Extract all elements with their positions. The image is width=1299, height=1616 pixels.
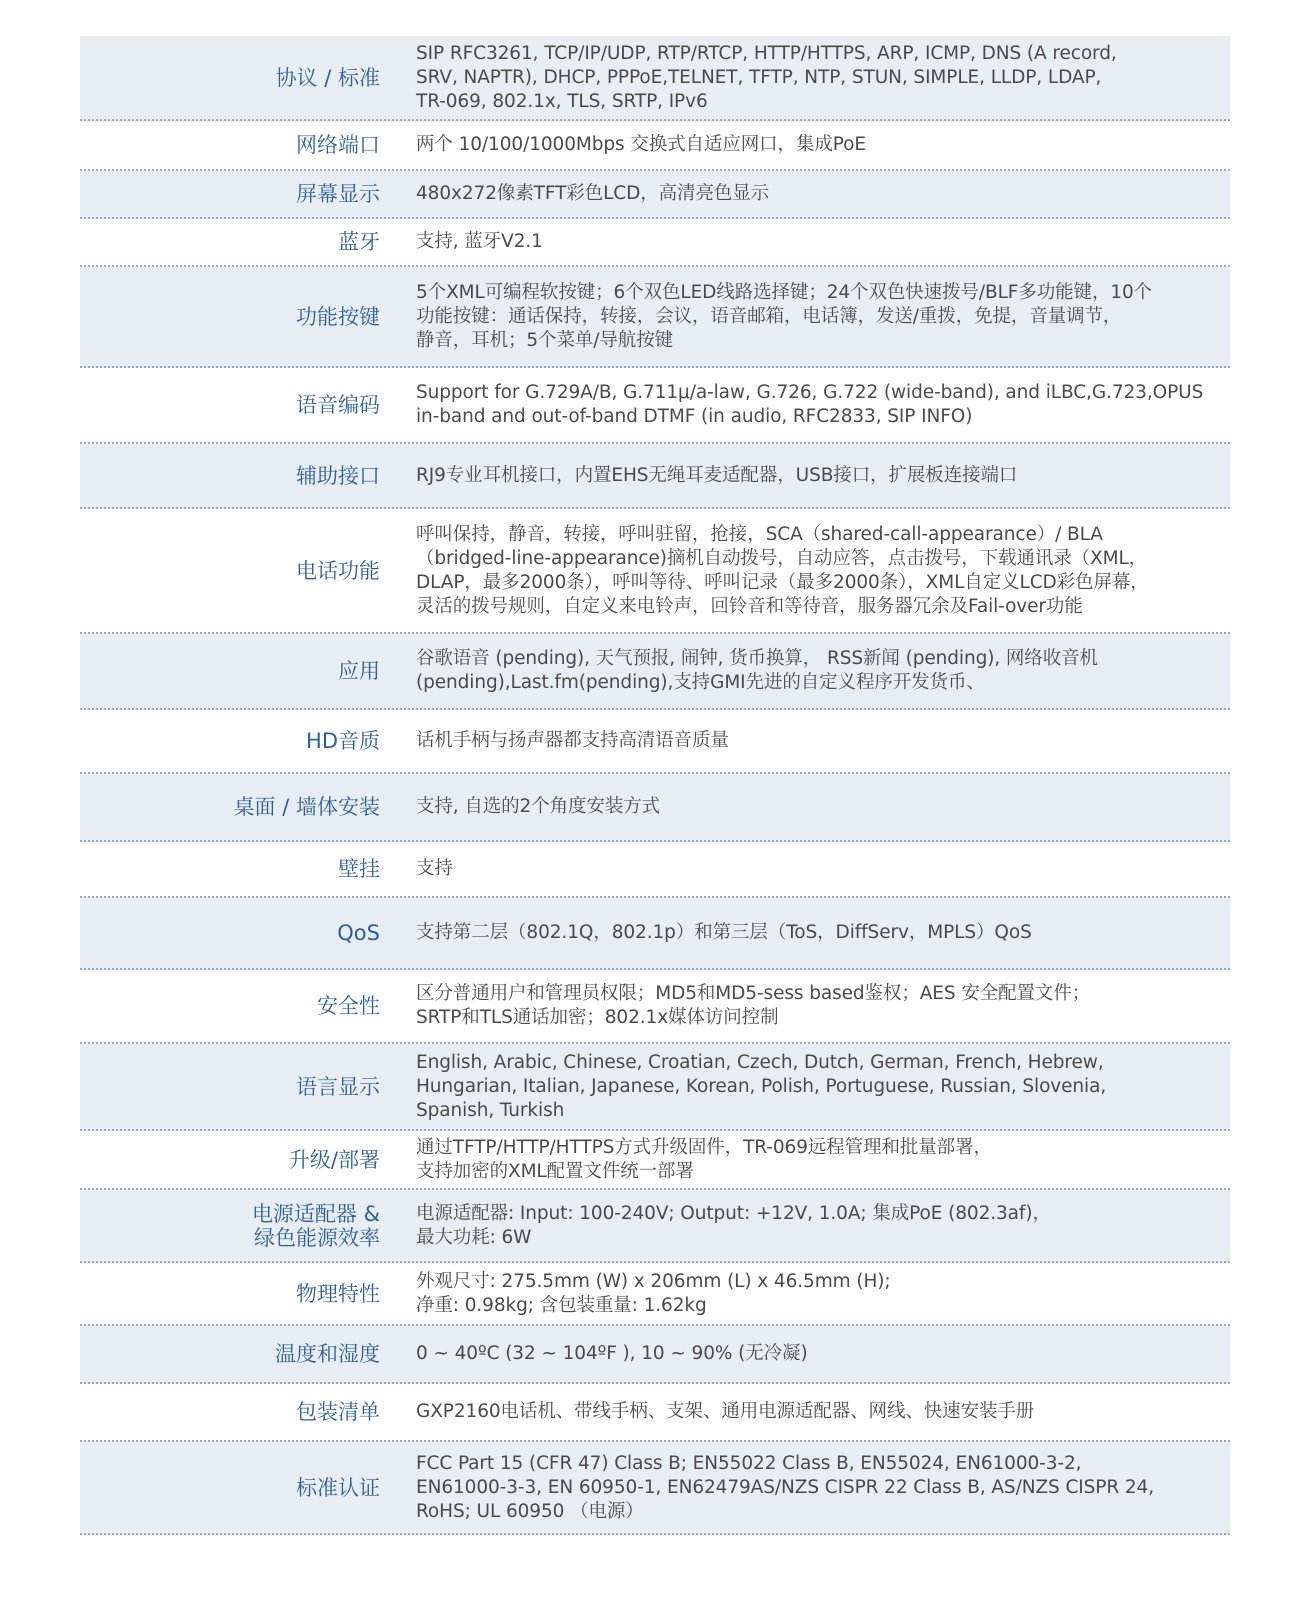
spec-row bbox=[80, 970, 1230, 1044]
spec-value-line: 功能按键：通话保持，转接，会议，语音邮箱，电话簿，发送/重拨，免提，音量调节， bbox=[416, 305, 1122, 327]
spec-value-line: 5个XML可编程软按键；6个双色LED线路选择键；24个双色快速拨号/BLF多功能键，10个 bbox=[416, 281, 1153, 303]
spec-value-line: 支持 bbox=[416, 858, 453, 879]
spec-label: 蓝牙 bbox=[338, 230, 380, 254]
spec-value bbox=[380, 857, 1230, 881]
spec-value-line: 480x272像素TFT彩色LCD，高清亮色显示 bbox=[416, 183, 770, 204]
spec-row bbox=[80, 1384, 1230, 1442]
spec-value-line: SIP RFC3261, TCP/IP/UDP, RTP/RTCP, HTTP/HTTPS, ARP, ICMP, DNS (A record, bbox=[416, 42, 1117, 64]
spec-label: 桌面 / 墙体安装 bbox=[233, 795, 380, 819]
spec-row bbox=[80, 444, 1230, 509]
spec-value bbox=[380, 1452, 1230, 1524]
spec-label: 电源适配器 & 绿色能源效率 bbox=[251, 1201, 380, 1250]
spec-label: 协议 / 标准 bbox=[275, 65, 380, 90]
spec-value bbox=[380, 795, 1230, 819]
spec-row bbox=[80, 267, 1230, 368]
spec-value-line: （bridged-line-appearance)摘机自动拨号，自动应答，点击拨号，下载通讯录（XML， bbox=[416, 547, 1148, 569]
spec-value bbox=[380, 182, 1230, 206]
spec-row bbox=[80, 121, 1230, 171]
spec-value bbox=[380, 1400, 1230, 1424]
spec-value bbox=[380, 729, 1230, 753]
spec-value-line: 0 ~ 40ºC (32 ~ 104ºF ), 10 ~ 90% (无冷凝) bbox=[416, 1343, 808, 1364]
spec-value-line: Spanish, Turkish bbox=[416, 1099, 565, 1121]
spec-value-line: 静音，耳机；5个菜单/导航按键 bbox=[416, 329, 674, 351]
spec-value-line: 支持, 蓝牙V2.1 bbox=[416, 231, 543, 252]
spec-label: 安全性 bbox=[317, 994, 380, 1018]
spec-value bbox=[380, 464, 1230, 488]
spec-row bbox=[80, 1442, 1230, 1535]
spec-value-line: GXP2160电话机、带线手柄、支架、通用电源适配器、网线、快速安装手册 bbox=[416, 1401, 1035, 1422]
spec-label: 功能按键 bbox=[296, 304, 380, 329]
spec-value bbox=[380, 42, 1230, 114]
spec-value bbox=[380, 133, 1230, 157]
spec-value-line: Hungarian, Italian, Japanese, Korean, Polish, Portuguese, Russian, Slovenia, bbox=[416, 1075, 1107, 1097]
spec-row bbox=[80, 1263, 1230, 1326]
spec-row bbox=[80, 1044, 1230, 1131]
spec-value-line: RJ9专业耳机接口，内置EHS无绳耳麦适配器，USB接口，扩展板连接端口 bbox=[416, 464, 1018, 486]
spec-value-line: in-band and out-of-band DTMF (in audio, RFC2833, SIP INFO) bbox=[416, 406, 973, 427]
spec-value bbox=[380, 921, 1230, 945]
spec-label: 应用 bbox=[338, 659, 380, 683]
spec-row bbox=[80, 171, 1230, 219]
spec-table bbox=[80, 36, 1230, 1535]
spec-label: 辅助接口 bbox=[296, 463, 380, 488]
spec-row bbox=[80, 1131, 1230, 1190]
spec-value-line: 支持, 自选的2个角度安装方式 bbox=[416, 796, 661, 817]
spec-row bbox=[80, 710, 1230, 774]
spec-label: 网络端口 bbox=[296, 133, 380, 157]
spec-label: 标准认证 bbox=[296, 1475, 380, 1500]
spec-value-line: TR-069, 802.1x, TLS, SRTP, IPv6 bbox=[416, 90, 708, 112]
spec-value-line: 谷歌语音 (pending), 天气预报, 闹钟, 货币换算， RSS新闻 (pending), 网络收音机 bbox=[416, 648, 1098, 669]
spec-value-line: 呼叫保持，静音，转接，呼叫驻留，抢接，SCA（shared-call-appearance）/ BLA bbox=[416, 523, 1103, 545]
spec-row bbox=[80, 634, 1230, 710]
spec-label: 升级/部署 bbox=[288, 1147, 380, 1172]
spec-value-line: 区分普通用户和管理员权限；MD5和MD5-sess based鉴权；AES 安全配置文件； bbox=[416, 983, 1091, 1004]
spec-value bbox=[380, 1051, 1230, 1123]
spec-row bbox=[80, 368, 1230, 444]
spec-value-line: 外观尺寸: 275.5mm (W) x 206mm (L) x 46.5mm (H); bbox=[416, 1270, 891, 1292]
spec-row bbox=[80, 774, 1230, 842]
spec-value-line: FCC Part 15 (CFR 47) Class B; EN55022 Class B, EN55024, EN61000-3-2, bbox=[416, 1452, 1082, 1474]
spec-value-line: DLAP，最多2000条），呼叫等待、呼叫记录（最多2000条），XML自定义LCD彩色屏幕， bbox=[416, 571, 1149, 593]
spec-value-line: 最大功耗: 6W bbox=[416, 1226, 532, 1248]
spec-row bbox=[80, 898, 1230, 970]
spec-value-line: 电源适配器: Input: 100-240V; Output: +12V, 1.0A; 集成PoE (802.3af)， bbox=[416, 1202, 1051, 1224]
spec-label: 电话功能 bbox=[296, 558, 380, 583]
spec-value-line: Support for G.729A/B, G.711μ/a-law, G.726, G.722 (wide-band), and iLBC,G.723,OPUS bbox=[416, 382, 1204, 403]
spec-label: 物理特性 bbox=[296, 1281, 380, 1306]
spec-value bbox=[380, 1136, 1230, 1184]
spec-row bbox=[80, 1190, 1230, 1263]
spec-value-line: 支持第二层（802.1Q，802.1p）和第三层（ToS，DiffServ，MPLS）QoS bbox=[416, 922, 1032, 943]
spec-value-line: 支持加密的XML配置文件统一部署 bbox=[416, 1160, 694, 1182]
spec-value bbox=[380, 982, 1230, 1030]
spec-value-line: 净重: 0.98kg; 含包装重量: 1.62kg bbox=[416, 1294, 707, 1316]
spec-value-line: 灵活的拨号规则，自定义来电铃声，回铃音和等待音，服务器冗余及Fail-over功能 bbox=[416, 595, 1083, 617]
spec-row bbox=[80, 1326, 1230, 1384]
spec-row bbox=[80, 219, 1230, 267]
spec-label: 语言显示 bbox=[296, 1074, 380, 1099]
spec-value-line: 两个 10/100/1000Mbps 交换式自适应网口，集成PoE bbox=[416, 134, 866, 155]
spec-value-line: EN61000-3-3, EN 60950-1, EN62479AS/NZS CISPR 22 Class B, AS/NZS CISPR 24, bbox=[416, 1476, 1154, 1498]
spec-label: 屏幕显示 bbox=[296, 182, 380, 206]
spec-row bbox=[80, 842, 1230, 898]
spec-value-line: RoHS; UL 60950 （电源） bbox=[416, 1500, 644, 1522]
spec-label: 壁挂 bbox=[338, 857, 380, 881]
spec-value bbox=[380, 230, 1230, 254]
spec-value-line: English, Arabic, Chinese, Croatian, Czech, Dutch, German, French, Hebrew, bbox=[416, 1051, 1104, 1073]
spec-value bbox=[380, 381, 1230, 429]
spec-row bbox=[80, 36, 1230, 121]
spec-value-line: 话机手柄与扬声器都支持高清语音质量 bbox=[416, 730, 729, 751]
spec-value-line: SRTP和TLS通话加密；802.1x媒体访问控制 bbox=[416, 1007, 779, 1028]
spec-value-line: SRV, NAPTR), DHCP, PPPoE,TELNET, TFTP, NTP, STUN, SIMPLE, LLDP, LDAP, bbox=[416, 66, 1102, 88]
spec-label: HD音质 bbox=[306, 729, 380, 753]
spec-value bbox=[380, 1202, 1230, 1250]
spec-value-line: (pending),Last.fm(pending),支持GMI先进的自定义程序开发货币、 bbox=[416, 672, 985, 693]
spec-label: QoS bbox=[337, 921, 380, 945]
spec-row bbox=[80, 509, 1230, 634]
spec-value bbox=[380, 523, 1230, 619]
spec-value-line: 通过TFTP/HTTP/HTTPS方式升级固件，TR-069远程管理和批量部署， bbox=[416, 1136, 992, 1158]
spec-value bbox=[380, 1342, 1230, 1366]
spec-value bbox=[380, 1270, 1230, 1318]
spec-label: 语音编码 bbox=[296, 393, 380, 417]
spec-value bbox=[380, 647, 1230, 695]
spec-label: 包装清单 bbox=[296, 1400, 380, 1424]
spec-value bbox=[380, 281, 1230, 353]
spec-label: 温度和湿度 bbox=[275, 1342, 380, 1366]
